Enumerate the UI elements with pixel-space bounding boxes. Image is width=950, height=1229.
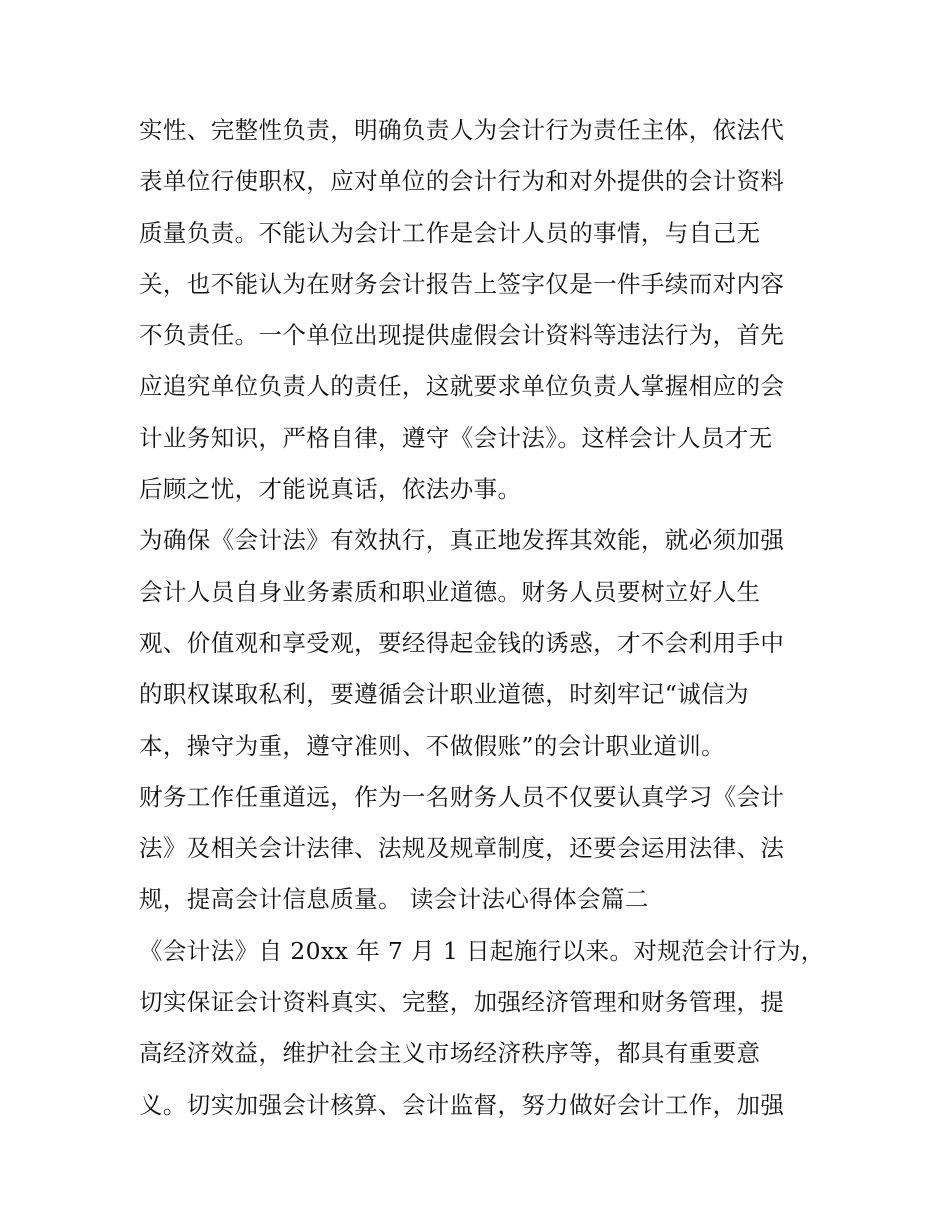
text-line: 法》及相关会计法律、法规及规章制度，还要会运用法律、法 <box>139 834 785 863</box>
text-line: 应追究单位负责人的责任，这就要求单位负责人掌握相应的会 <box>139 372 785 401</box>
text-line: 表单位行使职权，应对单位的会计行为和对外提供的会计资料 <box>139 167 785 196</box>
body-text <box>139 105 825 1131</box>
text-line: 高经济效益，维护社会主义市场经济秩序等，都具有重要意 <box>139 1039 761 1068</box>
text-line: 切实保证会计资料真实、完整，加强经济管理和财务管理，提 <box>139 988 785 1017</box>
text-line: 计业务知识，严格自律，遵守《会计法》。这样会计人员才无 <box>139 423 773 452</box>
text-line: 会计人员自身业务素质和职业道德。财务人员要树立好人生 <box>139 577 761 606</box>
text-line: 关，也不能认为在财务会计报告上签字仅是一件手续而对内容 <box>139 269 785 298</box>
text-line: 实性、完整性负责，明确负责人为会计行为责任主体，依法代 <box>139 116 785 144</box>
text-line: 后顾之忧，才能说真话，依法办事。 <box>139 475 522 504</box>
text-line: 不负责任。一个单位出现提供虚假会计资料等违法行为，首先 <box>139 321 785 350</box>
text-line: 义。切实加强会计核算、会计监督，努力做好会计工作，加强 <box>139 1090 785 1119</box>
text-line: 质量负责。不能认为会计工作是会计人员的事情，与自己无 <box>139 218 761 247</box>
text-line: 观、价值观和享受观，要经得起金钱的诱惑，才不会利用手中 <box>139 628 785 657</box>
text-line: 规，提高会计信息质量。 读会计法心得体会篇二 <box>139 885 649 914</box>
text-line: 财务工作任重道远，作为一名财务人员不仅要认真学习《会计 <box>139 782 785 811</box>
text-line: 本，操守为重，遵守准则、不做假账”的会计职业道训。 <box>139 731 726 760</box>
text-line: 为确保《会计法》有效执行，真正地发挥其效能，就必须加强 <box>139 526 785 555</box>
text-line: 《会计法》自 20xx 年 7 月 1 日起施行以来。对规范会计行为， <box>139 936 825 965</box>
text-line: 的职权谋取私利，要遵循会计职业道德，时刻牢记“诚信为 <box>139 680 749 709</box>
